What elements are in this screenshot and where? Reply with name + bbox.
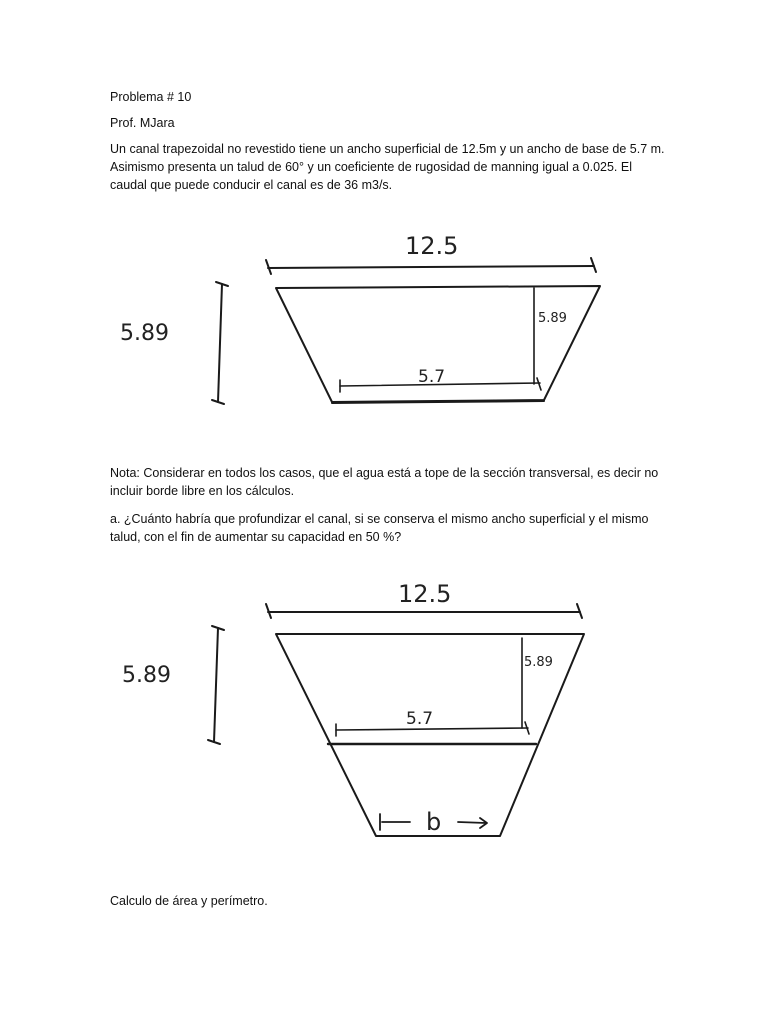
left-depth-dimension-line [214, 628, 218, 742]
top-width-tick-right [591, 258, 596, 272]
base-b-label: b [426, 808, 442, 836]
calculation-heading: Calculo de área y perímetro. [110, 894, 268, 908]
inner-depth-label: 5.89 [524, 655, 553, 670]
inner-depth-label: 5.89 [538, 311, 567, 326]
base-width-tick-right [537, 378, 541, 390]
left-depth-dimension-line [218, 284, 222, 402]
top-width-label: 12.5 [405, 232, 459, 260]
problem-title: Problema # 10 [110, 90, 192, 104]
channel-section-drawing-1 [100, 222, 660, 422]
question-a: a. ¿Cuánto habría que profundizar el canal, si se conserva el mismo ancho superficial y el mismo talud, con el fin de aumentar su capacidad en 50 %? [110, 512, 649, 544]
channel-section-figure-2 [100, 570, 660, 850]
author-line: Prof. MJara [110, 116, 175, 130]
mid-width-label: 5.7 [406, 709, 434, 729]
left-depth-label: 5.89 [120, 321, 169, 346]
base-b-dimension-right [458, 822, 486, 823]
base-width-label: 5.7 [418, 367, 446, 387]
channel-section-drawing-2 [100, 570, 660, 850]
left-depth-label: 5.89 [122, 663, 171, 688]
channel-section-figure-1 [100, 222, 660, 422]
note-paragraph: Nota: Considerar en todos los casos, que el agua está a tope de la sección transversal, es decir no incluir borde libre en los cálculos. [110, 466, 659, 498]
top-width-dimension-line [268, 266, 594, 268]
top-width-label: 12.5 [398, 580, 452, 608]
problem-statement: Un canal trapezoidal no revestido tiene un ancho superficial de 12.5m y un ancho de base de 5.7 m. Asimismo presenta un talud de 60° y un coeficiente de rugosidad de manning igual a 0.025. El caudal que puede conducir el canal es de 36 m3/s. [110, 142, 665, 192]
